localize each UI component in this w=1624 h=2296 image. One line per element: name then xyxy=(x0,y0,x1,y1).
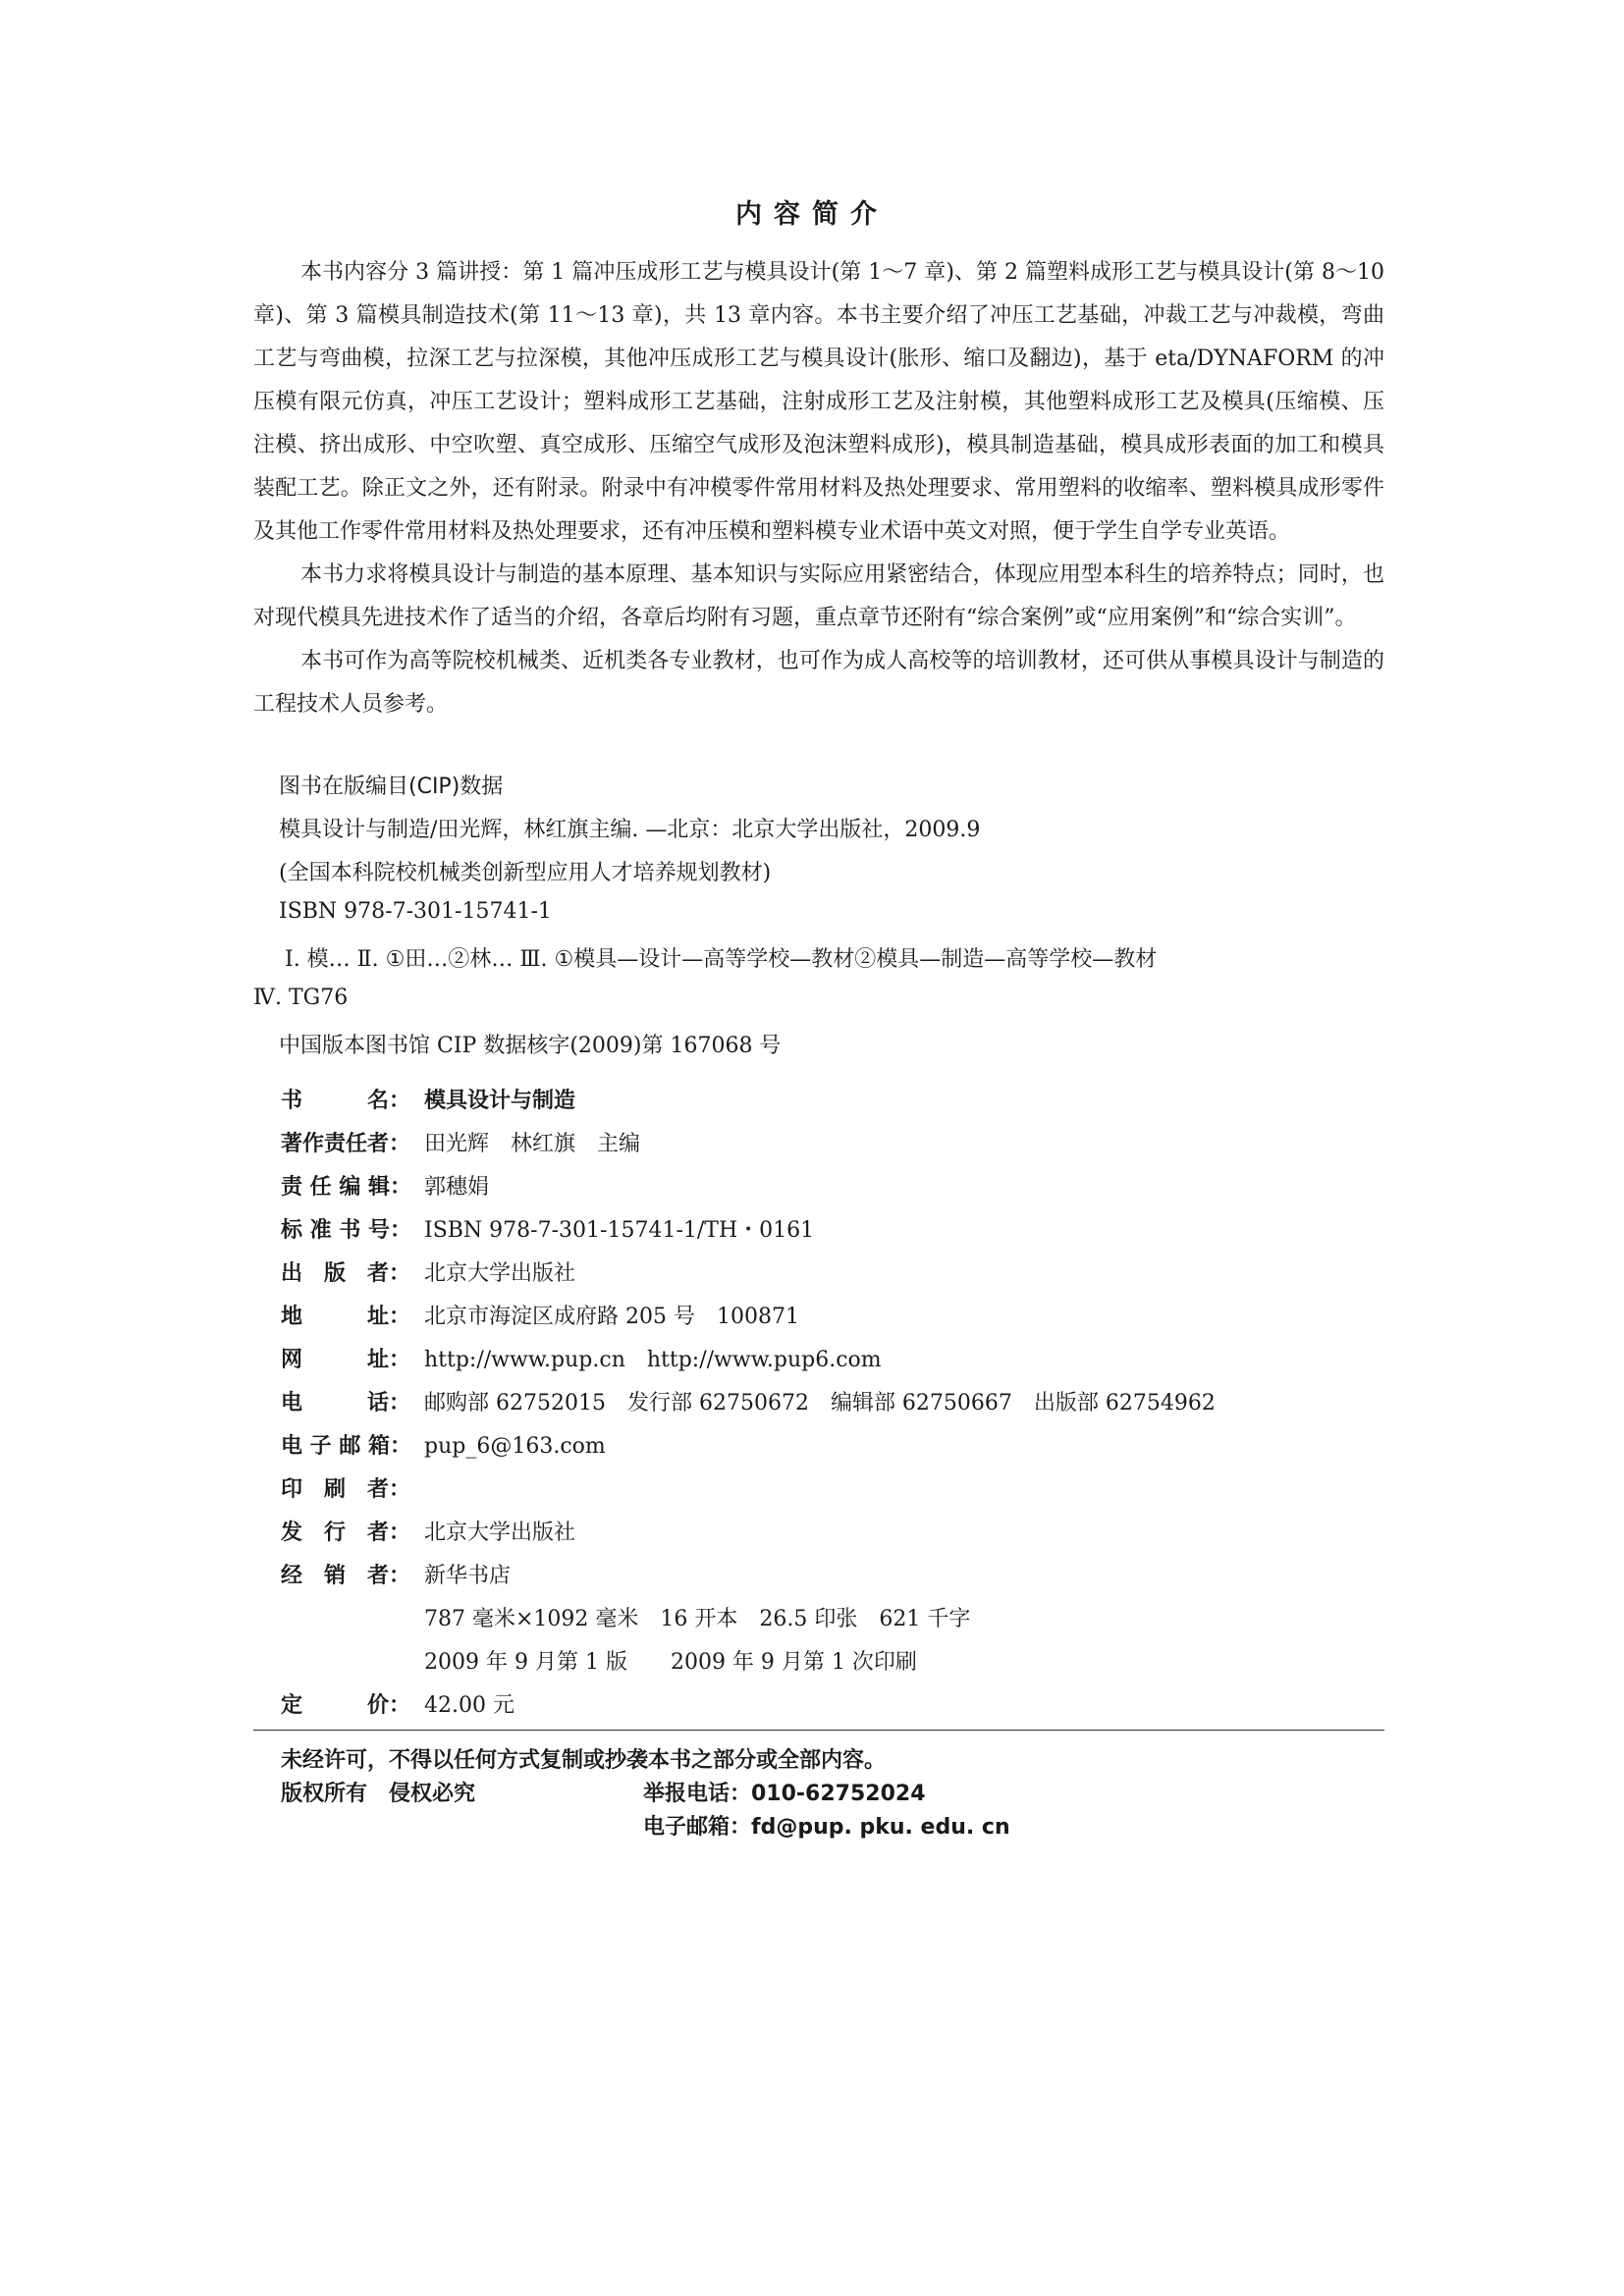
info-row-phone xyxy=(281,1386,1216,1416)
introduction xyxy=(253,251,1384,726)
page-title: 内容简介 xyxy=(735,199,889,230)
info-label: 电 子 邮 箱： xyxy=(281,1434,411,1459)
info-row-format xyxy=(281,1602,970,1632)
info-row-authors xyxy=(281,1127,640,1157)
info-row-seller xyxy=(281,1559,511,1589)
info-label: 发 行 者： xyxy=(281,1521,411,1545)
info-value: 田光辉 林红旗 主编 xyxy=(424,1132,641,1156)
info-label: 书 名： xyxy=(281,1089,411,1113)
info-label: 经 销 者： xyxy=(281,1564,411,1588)
info-value: 2009 年 9 月第 1 版 2009 年 9 月第 1 次印刷 xyxy=(424,1650,917,1675)
info-label: 责 任 编 辑： xyxy=(281,1175,411,1200)
info-value: 787 毫米×1092 毫米 16 开本 26.5 印张 621 千字 xyxy=(424,1607,971,1631)
report-phone: 举报电话：010-62752024 xyxy=(643,1782,926,1806)
info-label: 标 准 书 号： xyxy=(281,1218,411,1243)
info-value: 北京市海淀区成府路 205 号 100871 xyxy=(424,1305,799,1329)
cip-heading: 图书在版编目(CIP)数据 xyxy=(279,774,504,799)
info-value: 模具设计与制造 xyxy=(424,1089,576,1113)
info-row-printer xyxy=(281,1472,424,1503)
info-value: pup_6@163.com xyxy=(424,1434,606,1459)
info-label: 著作责任者： xyxy=(281,1132,411,1156)
intro-paragraph: 本书内容分 3 篇讲授：第 1 篇冲压成形工艺与模具设计(第 1～7 章)、第 2 篇塑料成形工艺与模具设计(第 8～10 章)、第 3 篇模具制造技术(第 11～13 章)，共 13 章内容。本书主要介绍了冲压工艺基础，冲裁工艺与冲裁模，弯曲工艺与弯曲模，拉深工艺与拉深模，其他冲压成形工艺与模具设计(胀形、缩口及翻边)，基于 eta/DYNAFORM 的冲压模有限元仿真，冲压工艺设计；塑料成形工艺基础，注射成形工艺及注射模，其他塑料成形工艺及模具(压缩模、压注模、挤出成形、中空吹塑、真空成形、压缩空气成形及泡沫塑料成形)，模具制造基础，模具成形表面的加工和模具装配工艺。除正文之外，还有附录。附录中有冲模零件常用材料及热处理要求、常用塑料的收缩率、塑料模具成形零件及其他工作零件常用材料及热处理要求，还有冲压模和塑料模专业术语中英文对照，便于学生自学专业英语。 xyxy=(253,260,1384,544)
info-value: ISBN 978-7-301-15741-1/TH・0161 xyxy=(424,1218,815,1243)
info-row-distributor xyxy=(281,1516,575,1546)
cip-line: Ⅰ. 模… Ⅱ. ①田…②林… Ⅲ. ①模具—设计—高等学校—教材②模具—制造—高等学校—教材 xyxy=(285,947,1158,972)
intro-paragraph: 本书可作为高等院校机械类、近机类各专业教材，也可作为成人高校等的培训教材，还可供从事模具设计与制造的工程技术人员参考。 xyxy=(253,649,1384,717)
info-label: 网 址： xyxy=(281,1348,411,1372)
info-row-email xyxy=(281,1429,606,1460)
info-value: 北京大学出版社 xyxy=(424,1261,576,1286)
info-label: 定 价： xyxy=(281,1693,411,1718)
info-value: http://www.pup.cn http://www.pup6.com xyxy=(424,1348,882,1372)
info-label: 电 话： xyxy=(281,1391,411,1415)
info-row-publisher xyxy=(281,1256,575,1287)
rights-reserved: 版权所有 侵权必究 xyxy=(281,1782,476,1806)
copyright-notice: 未经许可，不得以任何方式复制或抄袭本书之部分或全部内容。 xyxy=(281,1748,887,1773)
cip-line: 模具设计与制造/田光辉，林红旗主编. —北京：北京大学出版社，2009.9 xyxy=(279,818,981,842)
cip-line: 中国版本图书馆 CIP 数据核字(2009)第 167068 号 xyxy=(279,1034,782,1058)
info-value: 北京大学出版社 xyxy=(424,1521,576,1545)
divider xyxy=(253,1730,1384,1731)
info-row-isbn xyxy=(281,1213,814,1244)
info-value: 邮购部 62752015 发行部 62750672 编辑部 62750667 出版部 62754962 xyxy=(424,1391,1216,1415)
cip-line: (全国本科院校机械类创新型应用人才培养规划教材) xyxy=(279,861,772,885)
info-label: 出 版 者： xyxy=(281,1261,411,1286)
cip-line: ISBN 978-7-301-15741-1 xyxy=(279,899,552,924)
info-row-address xyxy=(281,1300,799,1330)
info-value: 郭穗娟 xyxy=(424,1175,490,1200)
info-row-editor xyxy=(281,1170,489,1201)
info-label: 印 刷 者： xyxy=(281,1477,411,1502)
info-row-edition xyxy=(281,1645,917,1676)
info-value: 42.00 元 xyxy=(424,1693,514,1718)
cip-line: Ⅳ. TG76 xyxy=(253,986,349,1010)
info-row-price xyxy=(281,1688,514,1719)
report-email: 电子邮箱：fd@pup. pku. edu. cn xyxy=(643,1815,1010,1840)
info-row-title xyxy=(281,1084,575,1114)
info-value: 新华书店 xyxy=(424,1564,512,1588)
intro-paragraph: 本书力求将模具设计与制造的基本原理、基本知识与实际应用紧密结合，体现应用型本科生的培养特点；同时，也对现代模具先进技术作了适当的介绍，各章后均附有习题，重点章节还附有“综合案例”或“应用案例”和“综合实训”。 xyxy=(253,562,1384,630)
info-row-website xyxy=(281,1343,882,1373)
info-label: 地 址： xyxy=(281,1305,411,1329)
